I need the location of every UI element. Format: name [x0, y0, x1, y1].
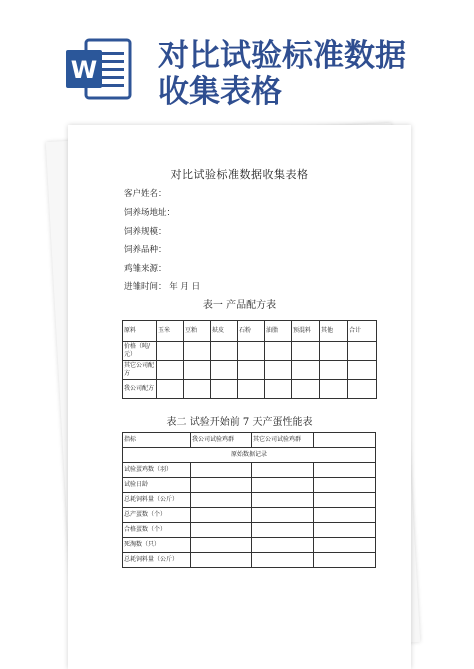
header-cell: 我公司试验鸡群	[191, 433, 252, 448]
table-row	[123, 553, 376, 568]
subheader-cell: 原始数据记录	[123, 448, 376, 463]
table-cell	[252, 463, 314, 478]
table-cell	[348, 380, 377, 399]
table-cell	[292, 342, 320, 361]
header-cell: 其它公司试验鸡群	[252, 433, 314, 448]
table-cell	[314, 433, 376, 448]
table1-caption: 表一 产品配方表	[202, 300, 277, 311]
document-title: 对比试验标准数据收集表格	[170, 168, 309, 181]
table-cell	[157, 342, 184, 361]
table-cell	[191, 508, 252, 523]
table-cell	[292, 380, 320, 399]
table-row	[123, 493, 376, 508]
table-cell	[348, 342, 377, 361]
table-cell	[191, 463, 252, 478]
table-row	[123, 523, 376, 538]
field-farm-address: 饲养场地址：	[124, 208, 176, 218]
table-row	[123, 538, 376, 553]
table-cell	[314, 523, 376, 538]
table-row	[123, 463, 376, 478]
table-cell	[252, 478, 314, 493]
table-cell	[238, 380, 265, 399]
table-cell	[238, 342, 265, 361]
table-cell	[252, 508, 314, 523]
table-cell	[320, 380, 348, 399]
header-cell: 其他	[320, 321, 348, 342]
table-cell	[191, 538, 252, 553]
banner-title-line-1: 对比试验标准数据	[158, 38, 406, 74]
table-row	[123, 508, 376, 523]
table-cell	[191, 523, 252, 538]
row-label: 合格蛋数（个）	[123, 523, 191, 538]
field-breed: 饲养品种：	[124, 245, 167, 255]
row-label: 试验日龄	[123, 478, 191, 493]
formula-table	[122, 320, 377, 399]
header-cell: 石粉	[238, 321, 265, 342]
document-page	[68, 125, 411, 669]
row-label: 总产蛋数（个）	[123, 508, 191, 523]
row-label: 总耗饲料量（公斤）	[123, 493, 191, 508]
banner-title-line-2: 收集表格	[158, 74, 282, 110]
table2-caption: 表二 试验开始前 7 天产蛋性能表	[166, 417, 313, 428]
table-cell	[314, 463, 376, 478]
table-cell	[157, 361, 184, 380]
watermark	[75, 215, 84, 225]
row-label: 其它公司配方	[123, 361, 157, 380]
table-cell	[191, 553, 252, 568]
row-label: 总耗饲料量（公斤）	[123, 553, 191, 568]
table-cell	[265, 380, 292, 399]
table-header-row	[123, 321, 377, 342]
table-cell	[211, 342, 238, 361]
table-cell	[348, 361, 377, 380]
table-cell	[265, 342, 292, 361]
header-cell: 指标	[123, 433, 191, 448]
field-arrival-date: 进雏时间： 年 月 日	[124, 282, 201, 292]
field-chick-source: 鸡雏来源：	[124, 264, 167, 274]
table-cell	[238, 361, 265, 380]
row-label: 试验蛋鸡数（羽）	[123, 463, 191, 478]
svg-text:W: W	[70, 56, 98, 84]
table-cell	[252, 493, 314, 508]
table-cell	[252, 523, 314, 538]
table-cell	[184, 342, 211, 361]
table-cell	[211, 380, 238, 399]
table-subheader-row	[123, 448, 376, 463]
table-cell	[252, 553, 314, 568]
table-row	[123, 478, 376, 493]
table-cell	[314, 553, 376, 568]
header-cell: 玉米	[157, 321, 184, 342]
table-cell	[211, 361, 238, 380]
header-cell: 原料	[123, 321, 157, 342]
header-cell: 油脂	[265, 321, 292, 342]
header	[0, 0, 474, 110]
table-cell	[191, 478, 252, 493]
header-cell: 豆粕	[184, 321, 211, 342]
table-cell	[314, 493, 376, 508]
table-cell	[320, 361, 348, 380]
header-cell: 合计	[348, 321, 377, 342]
table-cell	[265, 361, 292, 380]
table-cell	[314, 508, 376, 523]
word-document-icon	[64, 38, 134, 102]
field-customer-name: 客户姓名：	[124, 189, 167, 199]
table-cell	[292, 361, 320, 380]
table-cell	[184, 380, 211, 399]
table-header-row	[123, 433, 376, 448]
table-cell	[320, 342, 348, 361]
row-label: 价格（吨/元）	[123, 342, 157, 361]
header-cell: 麸皮	[211, 321, 238, 342]
header-cell: 预混料	[292, 321, 320, 342]
table-row	[123, 342, 377, 361]
table-cell	[191, 493, 252, 508]
row-label: 我公司配方	[123, 380, 157, 399]
table-cell	[314, 538, 376, 553]
table-cell	[252, 538, 314, 553]
field-farm-scale: 饲养规模：	[124, 227, 167, 237]
table-row	[123, 361, 377, 380]
performance-table	[122, 432, 376, 568]
table-row	[123, 380, 377, 399]
table-cell	[314, 478, 376, 493]
row-label: 死淘数（只）	[123, 538, 191, 553]
table-cell	[157, 380, 184, 399]
table-cell	[184, 361, 211, 380]
